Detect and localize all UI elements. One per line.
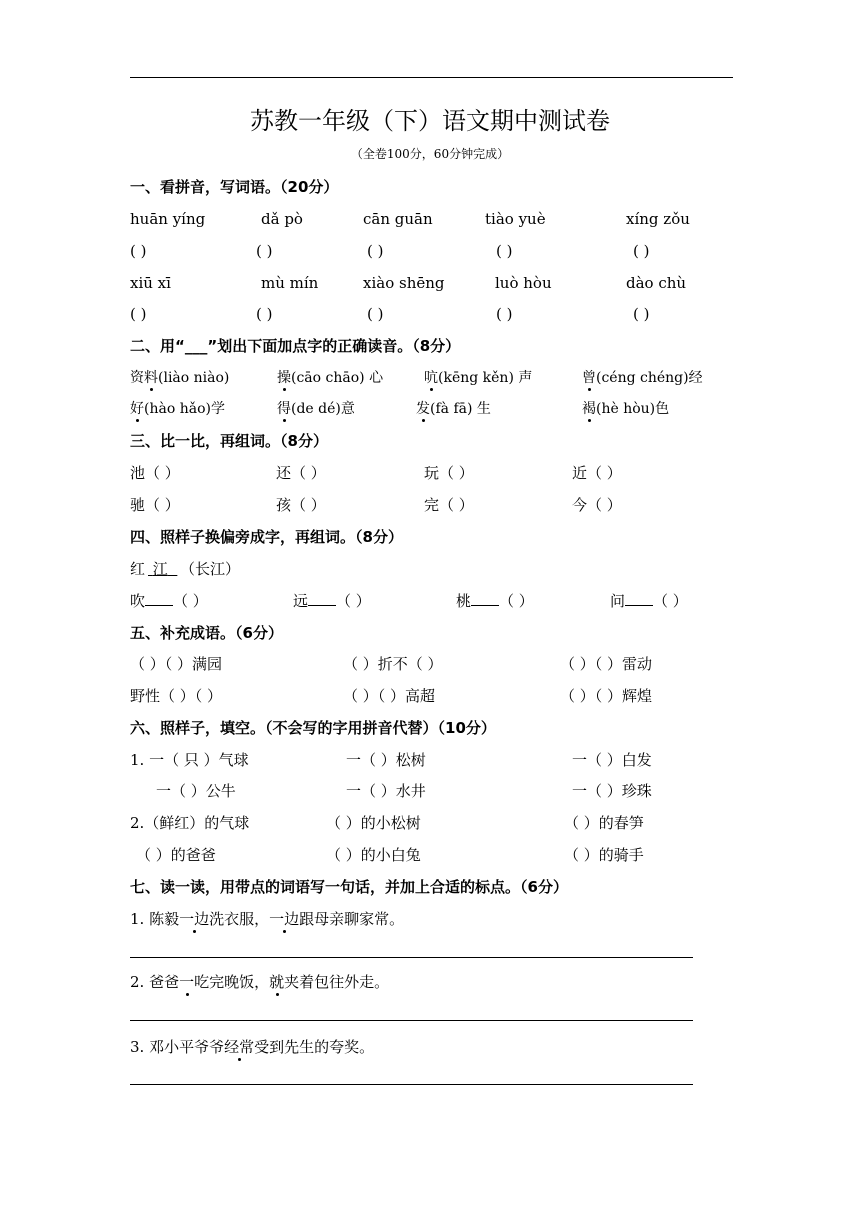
fill-item[interactable]: 1. 一（ 只 ）气球: [130, 751, 249, 769]
answer-bracket[interactable]: ( ): [130, 305, 147, 323]
reading-item: 得(de dé)意: [277, 401, 355, 417]
pinyin: tiào yuè: [485, 210, 546, 228]
sentence-question-2: 2. 爸爸一吃完晚饭，就夹着包往外走。: [130, 973, 390, 991]
idiom-item[interactable]: 野性（ ）（ ）: [130, 687, 223, 705]
pinyin: xiào shēng: [363, 274, 445, 292]
fill-item[interactable]: （ ）的春笋: [564, 814, 644, 832]
section-3-heading: 三、比一比，再组词。（8分）: [130, 432, 328, 450]
dotted-word: 一: [179, 973, 195, 991]
pinyin-row-2: [130, 271, 740, 295]
compare-item[interactable]: 今（ ）: [572, 496, 622, 514]
page-title: 苏教一年级（下）语文期中测试卷: [250, 107, 610, 135]
radical-example: [130, 557, 740, 581]
answer-bracket[interactable]: ( ): [256, 242, 273, 260]
example-answer: 江: [152, 560, 168, 578]
answer-line-3[interactable]: [130, 1084, 693, 1085]
compare-item[interactable]: 近（ ）: [572, 464, 622, 482]
fill-item[interactable]: （ ）的爸爸: [136, 846, 216, 864]
answer-bracket[interactable]: ( ): [633, 305, 650, 323]
pinyin: cān guān: [363, 210, 433, 228]
fill-item[interactable]: （ ）的小白兔: [326, 846, 421, 864]
fill-row-2: [130, 779, 740, 803]
fill-item[interactable]: 一（ ）珍珠: [572, 782, 652, 800]
answer-brackets-row-2: [130, 302, 740, 326]
pinyin: huān yíng: [130, 210, 206, 228]
section-5-heading: 五、补充成语。（6分）: [130, 624, 283, 642]
fill-row-1: [130, 748, 740, 772]
dotted-word: 就: [269, 973, 285, 991]
idiom-item[interactable]: （ ）（ ）高超: [343, 687, 436, 705]
answer-bracket[interactable]: ( ): [496, 242, 513, 260]
fill-item[interactable]: （ ）的小松树: [326, 814, 421, 832]
answer-bracket[interactable]: ( ): [633, 242, 650, 260]
pinyin: xiū xī: [130, 274, 171, 292]
radical-item[interactable]: 远 （ ）: [293, 592, 371, 610]
idiom-row-1: [130, 652, 740, 676]
section-1-heading: 一、看拼音，写词语。（20分）: [130, 178, 339, 196]
answer-line-2[interactable]: [130, 1020, 693, 1021]
fill-item[interactable]: （ ）的骑手: [564, 846, 644, 864]
answer-bracket[interactable]: ( ): [496, 305, 513, 323]
pinyin: luò hòu: [495, 274, 552, 292]
fill-item[interactable]: 一（ ）松树: [346, 751, 426, 769]
answer-bracket[interactable]: ( ): [367, 242, 384, 260]
sentence-question-3: 3. 邓小平爷爷经常受到先生的夸奖。: [130, 1038, 375, 1056]
compare-item[interactable]: 还（ ）: [276, 464, 326, 482]
fill-item[interactable]: 一（ ）白发: [572, 751, 652, 769]
idiom-item[interactable]: （ ）（ ）辉煌: [560, 687, 653, 705]
idiom-item[interactable]: （ ）（ ）雷动: [560, 655, 653, 673]
compare-item[interactable]: 孩（ ）: [276, 496, 326, 514]
compare-row-1: [130, 461, 740, 485]
fill-row-4: [130, 843, 740, 867]
reading-item: 好(hào hǎo)学: [130, 401, 225, 417]
pinyin: xíng zǒu: [626, 210, 690, 228]
radical-item[interactable]: 桃 （ ）: [456, 592, 534, 610]
pinyin: mù mín: [261, 274, 319, 292]
pinyin-row-1: [130, 207, 740, 231]
dotted-word: 经常: [224, 1038, 255, 1056]
reading-item: 资料(liào niào): [130, 370, 230, 386]
reading-row-2: [130, 397, 740, 421]
compare-item[interactable]: 池（ ）: [130, 464, 180, 482]
pinyin: dào chù: [626, 274, 687, 292]
compare-item[interactable]: 玩（ ）: [424, 464, 474, 482]
reading-item: 吭(kēng kěn) 声: [424, 370, 533, 386]
compare-row-2: [130, 493, 740, 517]
section-2-heading: 二、用“___”划出下面加点字的正确读音。（8分）: [130, 337, 461, 355]
compare-item[interactable]: 驰（ ）: [130, 496, 180, 514]
radical-item[interactable]: 吹 （ ）: [130, 592, 208, 610]
reading-item: 发(fà fā) 生: [416, 401, 491, 417]
dotted-word: 一边: [179, 910, 210, 928]
idiom-row-2: [130, 684, 740, 708]
section-7-heading: 七、读一读，用带点的词语写一句话，并加上合适的标点。（6分）: [130, 878, 568, 896]
radical-item[interactable]: 问 （ ）: [610, 592, 688, 610]
fill-item[interactable]: 一（ ）公牛: [156, 782, 236, 800]
top-rule: [130, 77, 733, 78]
answer-bracket[interactable]: ( ): [130, 242, 147, 260]
idiom-item[interactable]: （ ）（ ）满园: [130, 655, 223, 673]
pinyin: dǎ pò: [261, 210, 303, 228]
page-subtitle: （全卷100分，60分钟完成）: [350, 147, 510, 161]
answer-brackets-row-1: [130, 239, 740, 263]
dotted-word: 一边: [269, 910, 300, 928]
answer-bracket[interactable]: ( ): [256, 305, 273, 323]
example-word: （长江）: [180, 560, 241, 578]
section-6-heading: 六、照样子，填空。（不会写的字用拼音代替）（10分）: [130, 719, 496, 737]
section-4-heading: 四、照样子换偏旁成字，再组词。（8分）: [130, 528, 403, 546]
answer-line-1[interactable]: [130, 957, 693, 958]
radical-row: [130, 589, 740, 613]
answer-bracket[interactable]: ( ): [367, 305, 384, 323]
sentence-question-1: 1. 陈毅一边洗衣服，一边跟母亲聊家常。: [130, 910, 405, 928]
reading-item: 褐(hè hòu)色: [582, 401, 670, 417]
reading-row-1: [130, 366, 740, 390]
fill-item[interactable]: 2.（鲜红）的气球: [130, 814, 250, 832]
compare-item[interactable]: 完（ ）: [424, 496, 474, 514]
example-char: 红: [130, 560, 146, 578]
fill-item[interactable]: 一（ ）水井: [346, 782, 426, 800]
fill-row-3: [130, 811, 740, 835]
reading-item: 操(cāo chāo) 心: [277, 370, 384, 386]
idiom-item[interactable]: （ ）折不（ ）: [343, 655, 443, 673]
reading-item: 曾(céng chéng)经: [582, 370, 703, 386]
